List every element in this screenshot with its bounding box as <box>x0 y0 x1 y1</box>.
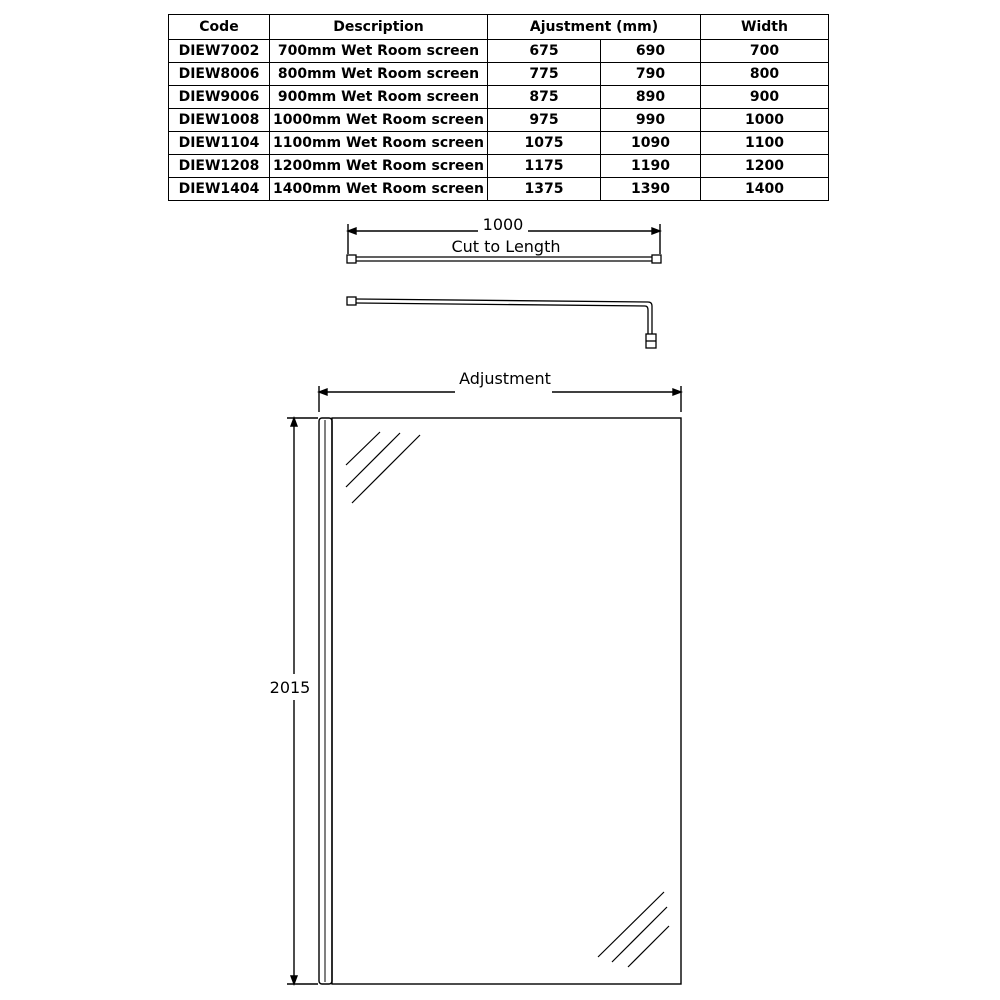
adjustment-dimension <box>319 386 681 412</box>
table-row <box>169 40 829 63</box>
cell-adjustment-min: 1375 <box>488 178 601 201</box>
cell-code: DIEW7002 <box>169 40 270 63</box>
table-header-row <box>169 15 829 40</box>
cell-description: 1400mm Wet Room screen <box>270 178 488 201</box>
header-code: Code <box>169 15 270 40</box>
cell-adjustment-max: 890 <box>601 86 701 109</box>
cell-adjustment-max: 690 <box>601 40 701 63</box>
cell-code: DIEW9006 <box>169 86 270 109</box>
adjustment-label: Adjustment <box>459 369 551 388</box>
cell-description: 1000mm Wet Room screen <box>270 109 488 132</box>
cell-adjustment-min: 675 <box>488 40 601 63</box>
cell-adjustment-min: 775 <box>488 63 601 86</box>
specification-table <box>168 14 829 201</box>
table-row <box>169 109 829 132</box>
cell-adjustment-min: 1075 <box>488 132 601 155</box>
cell-width: 1400 <box>701 178 829 201</box>
table-row <box>169 178 829 201</box>
cell-code: DIEW1104 <box>169 132 270 155</box>
cell-width: 700 <box>701 40 829 63</box>
cell-width: 1000 <box>701 109 829 132</box>
cell-adjustment-min: 975 <box>488 109 601 132</box>
cell-description: 900mm Wet Room screen <box>270 86 488 109</box>
table-row <box>169 86 829 109</box>
cut-to-length-label: Cut to Length <box>451 237 561 256</box>
cell-width: 900 <box>701 86 829 109</box>
cell-adjustment-min: 875 <box>488 86 601 109</box>
cell-width: 800 <box>701 63 829 86</box>
glass-pane <box>332 418 681 984</box>
cell-width: 1100 <box>701 132 829 155</box>
support-arm-straight <box>347 255 661 263</box>
cell-adjustment-max: 790 <box>601 63 701 86</box>
cell-adjustment-min: 1175 <box>488 155 601 178</box>
table-row <box>169 132 829 155</box>
header-adjustment: Ajustment (mm) <box>488 15 701 40</box>
cell-code: DIEW1404 <box>169 178 270 201</box>
cell-adjustment-max: 1090 <box>601 132 701 155</box>
cell-code: DIEW1008 <box>169 109 270 132</box>
height-label: 2015 <box>269 678 311 697</box>
cell-description: 700mm Wet Room screen <box>270 40 488 63</box>
cell-code: DIEW1208 <box>169 155 270 178</box>
table-row <box>169 155 829 178</box>
cell-adjustment-max: 990 <box>601 109 701 132</box>
cell-description: 800mm Wet Room screen <box>270 63 488 86</box>
support-arm-bent <box>347 297 656 348</box>
cell-width: 1200 <box>701 155 829 178</box>
header-width: Width <box>701 15 829 40</box>
arm-length-label: 1000 <box>482 215 524 234</box>
table-row <box>169 63 829 86</box>
cell-description: 1200mm Wet Room screen <box>270 155 488 178</box>
glass-reflection-lines <box>346 432 669 967</box>
cell-code: DIEW8006 <box>169 63 270 86</box>
header-description: Description <box>270 15 488 40</box>
height-dimension <box>287 418 318 984</box>
cell-adjustment-max: 1190 <box>601 155 701 178</box>
cell-adjustment-max: 1390 <box>601 178 701 201</box>
glass-panel <box>319 418 681 984</box>
cell-description: 1100mm Wet Room screen <box>270 132 488 155</box>
